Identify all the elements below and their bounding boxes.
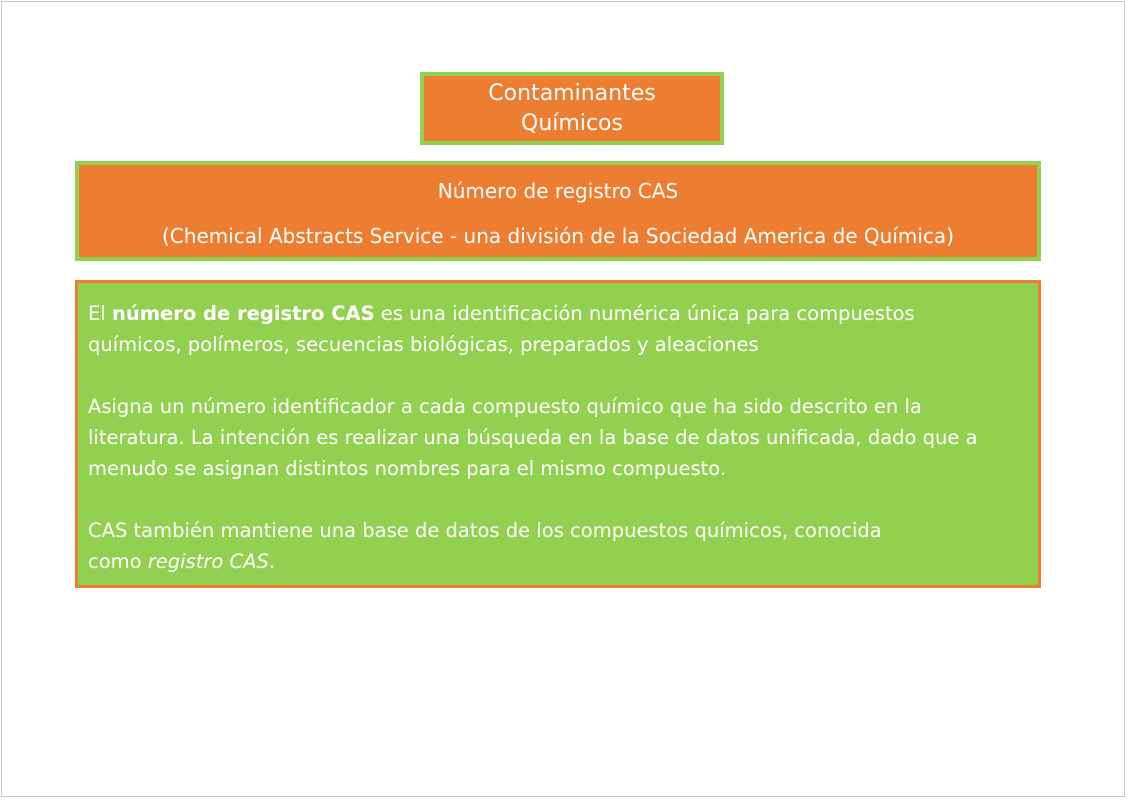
- description-paragraph-3: [88, 515, 1030, 577]
- p3-italic-term: registro CAS: [147, 550, 269, 573]
- cas-header-subtitle: (Chemical Abstracts Service - una división de la Sociedad America de Química): [162, 224, 954, 248]
- p1-line1-rest: es una identificación numérica única para compuestos: [374, 302, 915, 325]
- p1-line2: químicos, polímeros, secuencias biológicas, preparados y aleaciones: [88, 333, 759, 356]
- p2-line2: literatura. La intención es realizar una búsqueda en la base de datos unificada, dado que a: [88, 426, 978, 449]
- p3-suffix: .: [268, 550, 276, 573]
- p2-line3: menudo se asignan distintos nombres para el mismo compuesto.: [88, 457, 727, 480]
- cas-header-title: Número de registro CAS: [437, 179, 679, 203]
- title-line-1: Contaminantes: [488, 80, 656, 106]
- description-box: [75, 280, 1041, 588]
- cas-header-box: [75, 161, 1041, 261]
- title-box: [420, 72, 724, 145]
- p2-line1: Asigna un número identificador a cada compuesto químico que ha sido descrito en la: [88, 395, 922, 418]
- p1-prefix: El: [88, 302, 112, 325]
- description-paragraph-2: [88, 391, 1030, 484]
- p3-line1: CAS también mantiene una base de datos de los compuestos químicos, conocida: [88, 519, 882, 542]
- p1-bold-term: número de registro CAS: [111, 302, 375, 325]
- description-paragraph-1: [88, 298, 1030, 360]
- title-line-2: Químicos: [521, 110, 623, 136]
- slide-page: [1, 1, 1125, 797]
- p3-line2-prefix: como: [88, 550, 148, 573]
